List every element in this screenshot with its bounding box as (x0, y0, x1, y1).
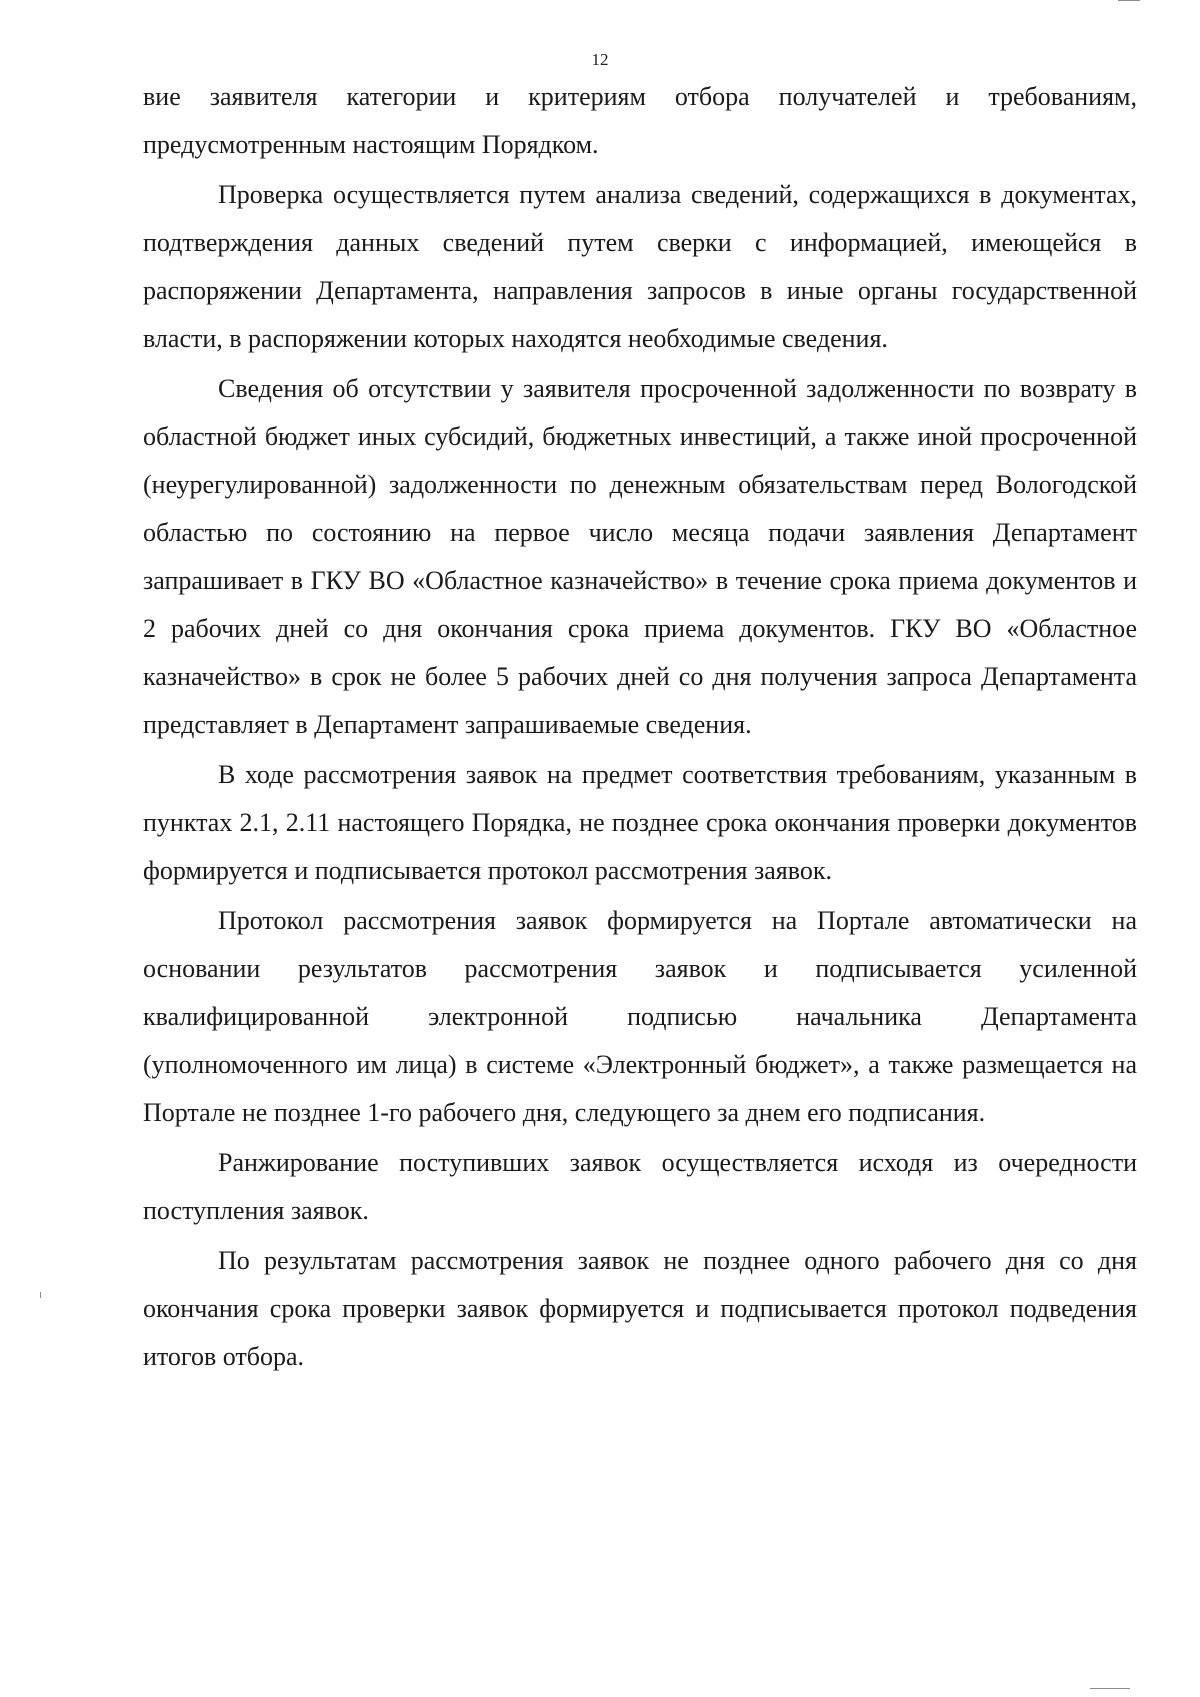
paragraph-3: Сведения об отсутствии у заявителя просроченной задолженности по возврату в областной бюджет иных субсидий, бюджетных инвестиций, а также иной просроченной (неурегулированной) задолженности по денежным обязательствам перед Вологодской областью по состоянию на первое число месяца подачи заявления Департамент запрашивает в ГКУ ВО «Областное казначейство» в течение срока приема документов и 2 рабочих дней со дня окончания срока приема документов. ГКУ ВО «Областное казначейство» в срок не более 5 рабочих дней со дня получения запроса Департамента представляет в Департамент запрашиваемые сведения. (143, 374, 1137, 739)
paragraph-2: Проверка осуществляется путем анализа сведений, содержащихся в документах, подтверждения данных сведений путем сверки с информацией, имеющейся в распоряжении Департамента, направления запросов в иные органы государственной власти, в распоряжении которых находятся необходимые сведения. (143, 180, 1137, 353)
paragraph-4: В ходе рассмотрения заявок на предмет соответствия требованиям, указанным в пунктах 2.1, 2.11 настоящего Порядка, не позднее срока окончания проверки документов формируется и подписывается протокол рассмотрения заявок. (143, 760, 1137, 885)
page-number: 12 (591, 50, 609, 69)
paragraph-7: По результатам рассмотрения заявок не позднее одного рабочего дня со дня окончания срока проверки заявок формируется и подписывается протокол подведения итогов отбора. (143, 1246, 1137, 1371)
scan-artifact-left-edge (40, 1292, 41, 1298)
paragraph-1: вие заявителя категории и критериям отбора получателей и требованиям, предусмотренным настоящим Порядком. (143, 82, 1137, 159)
scan-artifact-bottom-right (1090, 1688, 1130, 1689)
scan-artifact-top-right (1118, 0, 1140, 1)
paragraph-5: Протокол рассмотрения заявок формируется на Портале автоматически на основании результатов рассмотрения заявок и подписывается усиленной квалифицированной электронной подписью начальника Департамента (уполномоченного им лица) в системе «Электронный бюджет», а также размещается на Портале не позднее 1-го рабочего дня, следующего за днем его подписания. (143, 906, 1137, 1127)
paragraph-6: Ранжирование поступивших заявок осуществляется исходя из очередности поступления заявок. (143, 1148, 1137, 1225)
document-body (143, 73, 1137, 1383)
